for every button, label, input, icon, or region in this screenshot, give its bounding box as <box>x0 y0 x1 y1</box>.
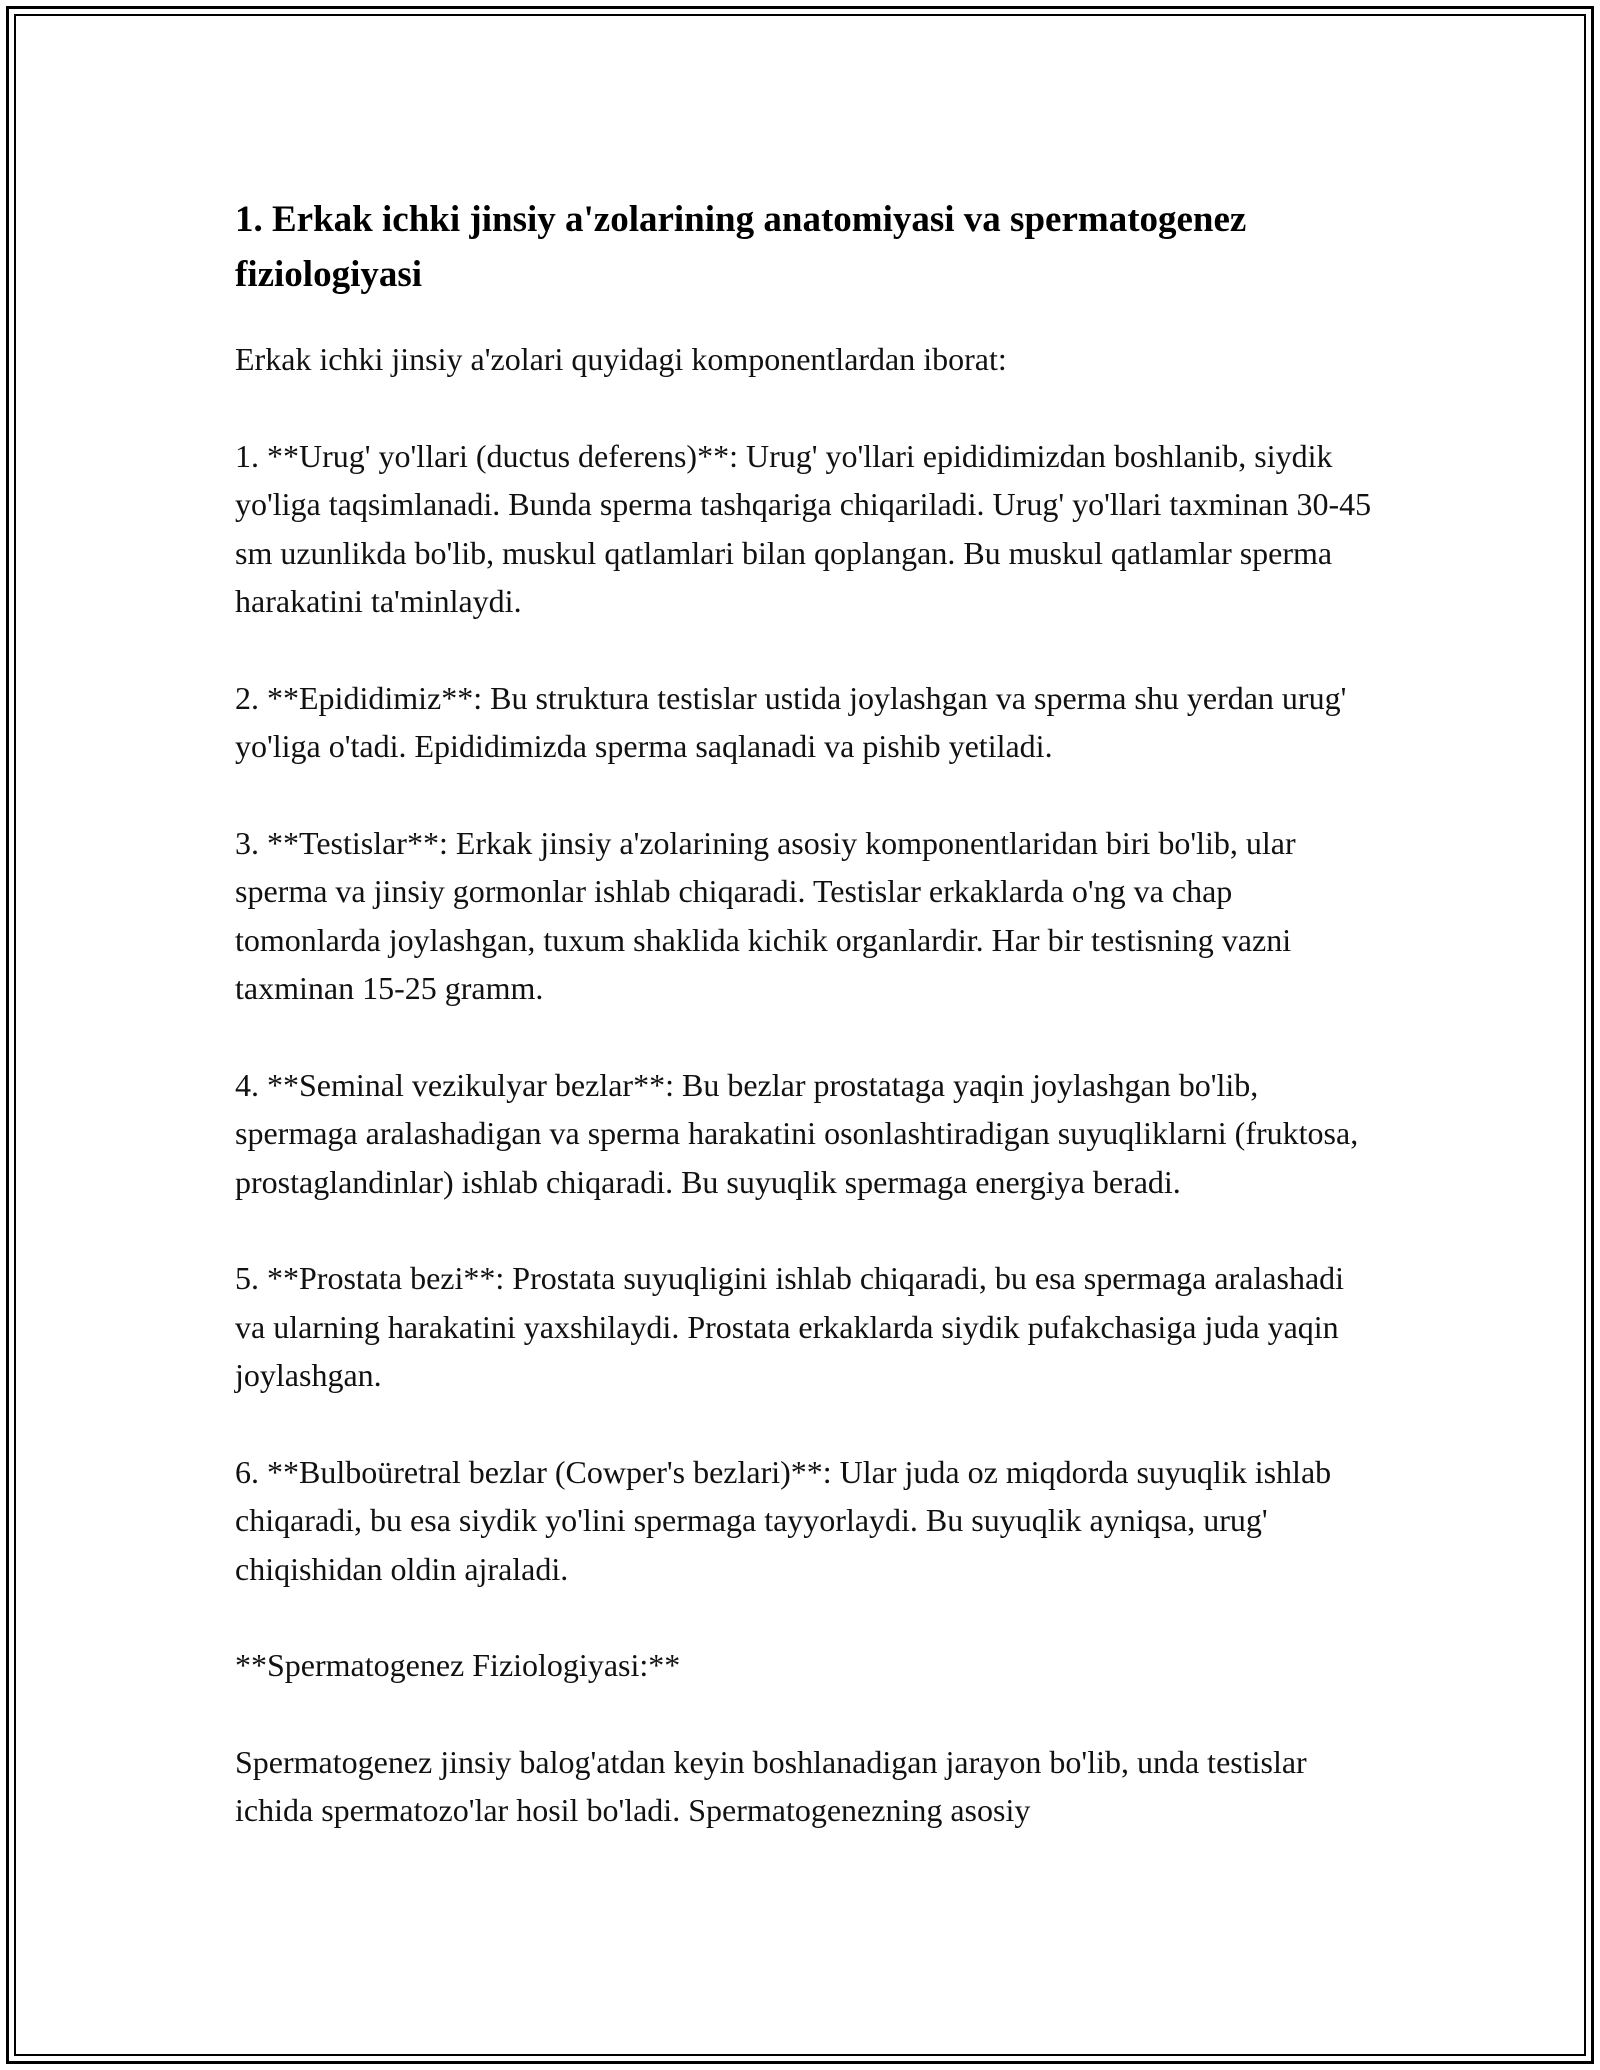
item-epididimiz: 2. **Epididimiz**: Bu struktura testislar ustida joylashgan va sperma shu yerdan urug' yo'liga o'tadi. Epididimizda sperma saqlanadi va pishib yetiladi. <box>235 679 1347 764</box>
section-heading-spermatogenez: **Spermatogenez Fiziologiyasi:** <box>235 1647 681 1683</box>
document-body <box>235 192 1375 1883</box>
item-prostata-bezi: 5. **Prostata bezi**: Prostata suyuqligini ishlab chiqaradi, bu esa spermaga aralashadi va ularning harakatini yaxshilaydi. Prostata erkaklarda siydik pufakchasiga juda yaqin joylashgan. <box>235 1260 1345 1393</box>
spermatogenez-paragraph: Spermatogenez jinsiy balog'atdan keyin boshlanadigan jarayon bo'lib, unda testislar ichida spermatozo'lar hosil bo'ladi. Spermatogenezning asosiy <box>235 1743 1307 1828</box>
item-bulbouretral-bezlar: 6. **Bulboüretral bezlar (Cowper's bezlari)**: Ular juda oz miqdorda suyuqlik ishlab chiqaradi, bu esa siydik yo'lini spermaga tayyorlaydi. Bu suyuqlik ayniqsa, urug' chiqishidan oldin ajraladi. <box>235 1453 1332 1587</box>
intro-paragraph: Erkak ichki jinsiy a'zolari quyidagi komponentlardan iborat: <box>235 341 1007 377</box>
item-seminal-vezikulyar: 4. **Seminal vezikulyar bezlar**: Bu bezlar prostataga yaqin joylashgan bo'lib, spermaga aralashadigan va sperma harakatini osonlashtiradigan suyuqliklarni (fruktosa, prostaglandinlar) ishlab chiqaradi. Bu suyuqlik spermaga energiya beradi. <box>235 1066 1359 1200</box>
item-urug-yollari: 1. **Urug' yo'llari (ductus deferens)**: Urug' yo'llari epididimizdan boshlanib, siydik yo'liga taqsimlanadi. Bunda sperma tashqariga chiqariladi. Urug' yo'llari taxminan 30-45 sm uzunlikda bo'lib, muskul qatlamlari bilan qoplangan. Bu muskul qatlamlar sperma harakatini ta'minlaydi. <box>235 437 1372 619</box>
item-testislar: 3. **Testislar**: Erkak jinsiy a'zolarining asosiy komponentlaridan biri bo'lib, ular sperma va jinsiy gormonlar ishlab chiqaradi. Testislar erkaklarda o'ng va chap tomonlarda joylashgan, tuxum shaklida kichik organlardir. Har bir testisning vazni taxminan 15-25 gramm. <box>235 824 1296 1006</box>
document-title: 1. Erkak ichki jinsiy a'zolarining anatomiyasi va spermatogenez fiziologiyasi <box>235 199 1247 295</box>
